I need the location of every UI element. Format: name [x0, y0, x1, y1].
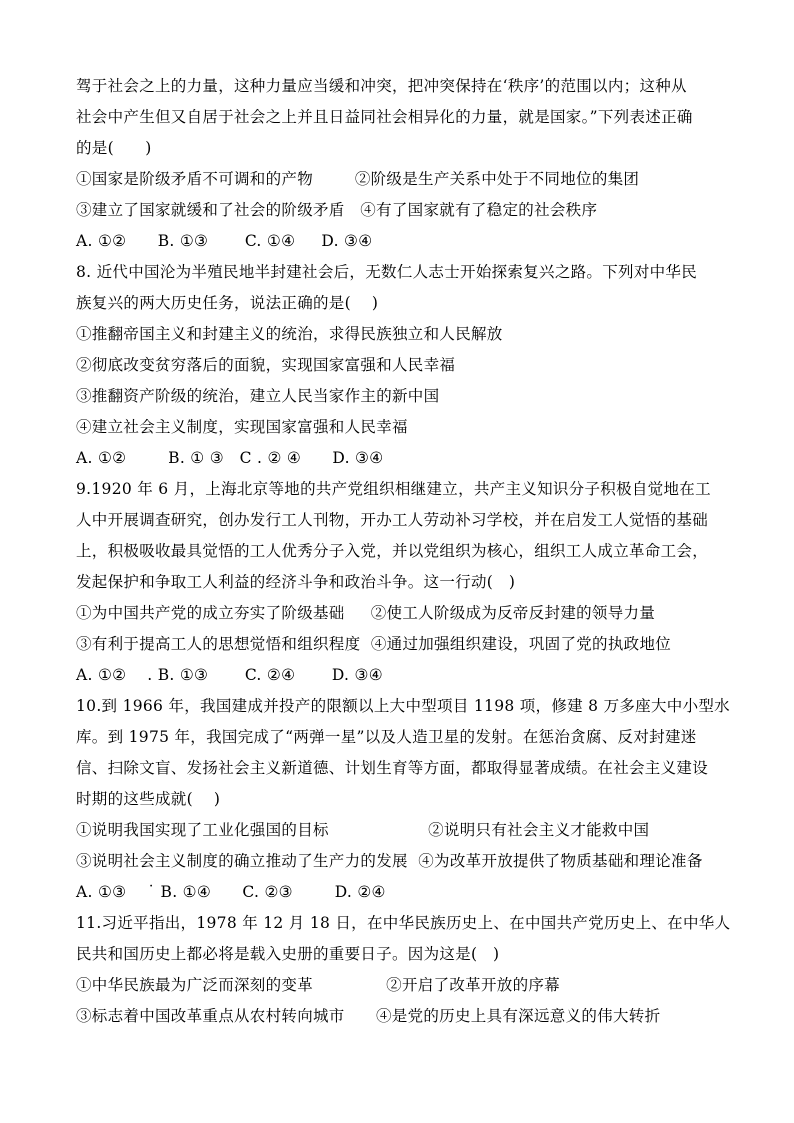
option-line: ③有利于提高工人的思想觉悟和组织程度 ④通过加强组织建设，巩固了党的执政地位 — [76, 635, 672, 653]
question-8: 8. 近代中国沦为半殖民地半封建社会后，无数仁人志士开始探索复兴之路。下列对中华民 — [76, 263, 698, 281]
text-line: 民共和国历史上都必将是载入史册的重要日子。因为这是( ) — [76, 945, 500, 963]
option-line: ③推翻资产阶级的统治，建立人民当家作主的新中国 — [76, 387, 440, 405]
text-line: 驾于社会之上的力量，这种力量应当缓和冲突，把冲突保持在‘秩序’的范围以内；这种从 — [76, 77, 687, 95]
text-line: 时期的这些成就( ) — [76, 790, 221, 808]
text-line: 的是( ) — [76, 139, 152, 157]
option-line: ①中华民族最为广泛而深刻的变革 ②开启了改革开放的序幕 — [76, 976, 560, 994]
question-9: 9.1920 年 6 月，上海北京等地的共产党组织相继建立，共产主义知识分子积极自觉地在工 — [76, 480, 711, 498]
text-line: 上，积极吸收最具觉悟的工人优秀分子入党，并以党组织为核心，组织工人成立革命工会， — [76, 542, 709, 560]
text-line: 发起保护和争取工人利益的经济斗争和政治斗争。这一行动( ) — [76, 573, 516, 591]
option-line: ①推翻帝国主义和封建主义的统治，求得民族独立和人民解放 — [76, 325, 503, 343]
question-10: 10.到 1966 年，我国建成并投产的限额以上大中型项目 1198 项，修建 8 万多座大中小型水 — [76, 697, 730, 715]
option-line: ①为中国共产党的成立夯实了阶级基础 ②使工人阶级成为反帝反封建的领导力量 — [76, 604, 656, 622]
text-line: 人中开展调查研究，创办发行工人刊物，开办工人劳动补习学校，并在启发工人觉悟的基础 — [76, 511, 709, 529]
option-line: ③说明社会主义制度的确立推动了生产力的发展 ④为改革开放提供了物质基础和理论准备 — [76, 852, 703, 870]
text-line: 库。到 1975 年，我国完成了“两弹一星”以及人造卫星的发射。在惩治贪腐、反对封建迷 — [76, 728, 697, 746]
option-line: ①国家是阶级矛盾不可调和的产物 ②阶级是生产关系中处于不同地位的集团 — [76, 170, 640, 188]
text-line: 社会中产生但又自居于社会之上并且日益同社会相异化的力量，就是国家。”下列表述正确 — [76, 108, 693, 126]
option-line: ①说明我国实现了工业化强国的目标 ②说明只有社会主义才能救中国 — [76, 821, 650, 839]
option-line: ②彻底改变贫穷落后的面貌，实现国家富强和人民幸福 — [76, 356, 456, 374]
text-line: 族复兴的两大历史任务，说法正确的是( ) — [76, 294, 379, 312]
answer-choices: A. ①② B. ① ③ C . ② ④ D. ③④ — [76, 449, 384, 467]
answer-choices: A. ①② B. ①③ C. ①④ D. ③④ — [76, 232, 373, 250]
question-11: 11.习近平指出，1978 年 12 月 18 日，在中华民族历史上、在中国共产党历史上、在中华人 — [76, 914, 731, 932]
text-line: 信、扫除文盲、发扬社会主义新道德、计划生育等方面，都取得显著成绩。在社会主义建设 — [76, 759, 709, 777]
answer-choices: A. ①③ ˙ B. ①④ C. ②③ D. ②④ — [76, 883, 386, 901]
answer-choices: A. ①② . B. ①③ C. ②④ D. ③④ — [76, 666, 383, 684]
option-line: ④建立社会主义制度，实现国家富强和人民幸福 — [76, 418, 408, 436]
option-line: ③建立了国家就缓和了社会的阶级矛盾 ④有了国家就有了稳定的社会秩序 — [76, 201, 598, 219]
option-line: ③标志着中国改革重点从农村转向城市 ④是党的历史上具有深远意义的伟大转折 — [76, 1007, 661, 1025]
